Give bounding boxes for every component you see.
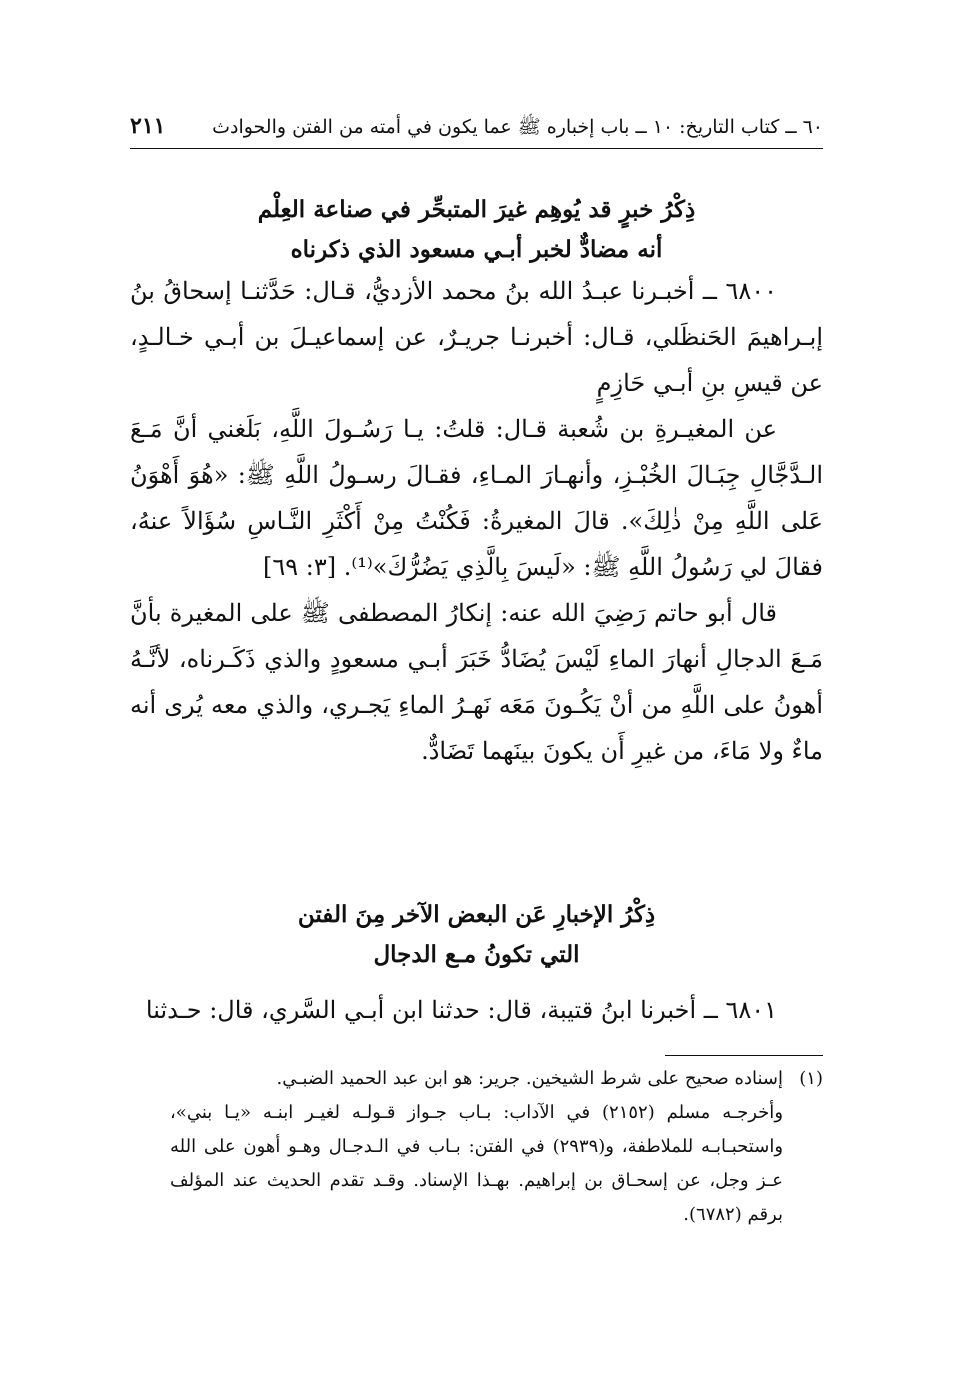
section-heading-1 [130, 190, 823, 270]
running-header [130, 112, 823, 141]
section-heading-2-line-1: ذِكْرُ الإخبارِ عَن البعض الآخر مِنَ الفتن [297, 901, 656, 928]
page-number: ٢١١ [130, 113, 166, 139]
section-heading-1-line-2: أنه مضادٌّ لخبر أبـي مسعود الذي ذكرناه [290, 236, 663, 263]
hadith-6800-commentary: قال أبو حاتم رَضِيَ الله عنه: إنكارُ المصطفى ﷺ على المغيرة بأنَّ مَـعَ الدجالِ أنهارَ الماءِ لَيْسَ يُضَادُّ خَبَرَ أبـي مسعودٍ والذي ذَكَـرناه، لأنَّـهُ أهونُ على اللَّهِ من أنْ يَكُـونَ مَعَه نَهـرُ الماءِ يَجـري، والذي معه يُرى أنه ماءٌ ولا مَاءَ، من غيرِ أَن يكونَ بينَهما تَضَادٌّ. [130, 599, 823, 765]
header-rule [130, 148, 823, 149]
footnote-1-line-2: وأخرجـه مسلم (٢١٥٢) في الآداب: بـاب جـواز قـولـه لغيـر ابنـه «يـا بني»، واستحبـابـه للملاطفة، و(٢٩٣٩) في الفتن: بـاب في الـدجـال وهـو أهون على الله عـز وجل، عن إسحـاق بن إبراهيم. بهـذا الإسناد. وقـد تقدم الحديث عند المؤلف برقم (٦٧٨٢). [170, 1102, 784, 1225]
hadith-6800-isnad: ٦٨٠٠ ــ أخبـرنا عبـدُ الله بنُ محمد الأزديُّ، قـال: حَدَّثنـا إسحاقُ بنُ إبـراهيمَ الحَنظَلي، قـال: أخبرنـا جريـرٌ، عن إسماعيـلَ بن أبـي خـالـدٍ، عن قيسِ بنِ أبـي حَازِمٍ [130, 277, 823, 397]
footnote-1-line-1: إسناده صحيح على شرط الشيخين. جرير: هو ابن عبد الحميد الضبـي. [276, 1068, 783, 1089]
hadith-6800 [130, 268, 823, 774]
hadith-6801-isnad: ٦٨٠١ ــ أخبرنا ابنُ قتيبة، قال: حدثنا ابن أبـي السَّري، قال: حـدثنا [145, 996, 777, 1024]
section-heading-1-line-1: ذِكْرُ خبرٍ قد يُوهِم غيرَ المتبحِّر في صناعة العِلْم [257, 196, 696, 223]
section-heading-2 [130, 895, 823, 975]
footnotes [170, 1062, 823, 1232]
hadith-6801 [130, 987, 823, 1033]
running-title: ٦٠ ــ كتاب التاريخ: ١٠ ــ باب إخباره ﷺ عما يكون في أمته من الفتن والحوادث [212, 116, 823, 138]
hadith-6800-matn: عن المغيـرةِ بن شُعبة قـال: قلتُ: يـا رَسُـولَ اللَّهِ، بَلَغني أنَّ مَـعَ الـدَّجَّالِ جِبَـالَ الخُبْـزِ، وأنهـارَ المـاءِ، فقـالَ رسـولُ اللَّهِ ﷺ: «هُوَ أَهْوَنُ عَلى اللَّهِ مِنْ ذٰلِكَ». قالَ المغيرةُ: فَكُنْتُ مِنْ أَكْثَرِ النَّـاسِ سُؤَالاً عنهُ، فقالَ لي رَسُولُ اللَّهِ ﷺ: «لَيسَ بِالَّذِي يَضُرُّكَ»⁽¹⁾. [٣: ٦٩] [130, 415, 823, 581]
section-heading-2-line-2: التي تكونُ مـع الدجال [373, 941, 580, 968]
footnote-rule [665, 1055, 823, 1056]
footnote-1-marker: (١) [799, 1068, 823, 1089]
footnote-1 [170, 1062, 823, 1096]
